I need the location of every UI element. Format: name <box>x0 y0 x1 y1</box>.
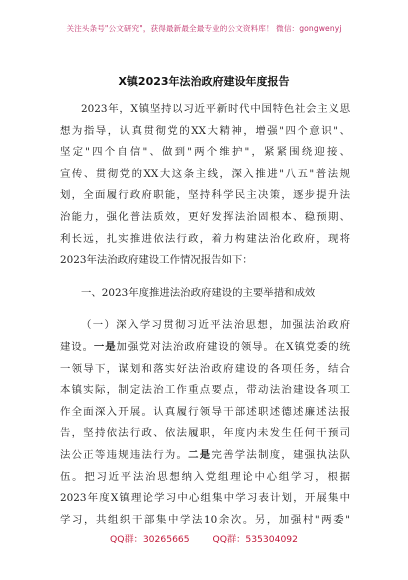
line-text: 加强党对法治政府建设的领导。在X镇党委的统 <box>116 340 350 353</box>
paragraph-line: 本镇实际，制定法治工作重点要点，带动法治建设各项工 <box>60 384 350 397</box>
line-text: 完善学法制度，建强执法队 <box>211 448 350 461</box>
paragraph-line: 宣传、贯彻党的XX大这条主线，深入推进"八五"普法规 <box>60 167 350 180</box>
qq-group-2: QQ群：535304092 <box>212 534 298 545</box>
paragraph-line: 2023年度X镇理论学习中心组集中学习表计划，开展集中 <box>60 492 350 505</box>
paragraph-line: 一领导下，谋划和落实好法治政府建设的各项任务，结合 <box>60 362 350 375</box>
emphasis-text: 二是 <box>188 448 212 461</box>
subsection-heading: （一）深入学习贯彻习近平法治思想，加强法治政府 <box>81 319 350 332</box>
qq-group-1: QQ群：30265665 <box>110 534 190 545</box>
paragraph-line: 伍。把习近平法治思想纳入党组理论中心组学习，根据 <box>60 470 350 483</box>
paragraph-line: 2023年法治政府建设工作情况报告如下： <box>60 254 253 267</box>
paragraph-line: 学习，共组织干部集中学法10余次。另，加强村"两委" <box>60 513 350 526</box>
document-body <box>60 99 350 531</box>
paragraph-line: 利长远，扎实推进依法行政，着力构建法治化政府，现将 <box>60 232 350 245</box>
paragraph-line: 作全面深入开展。认真履行领导干部述职述德述廉述法报 <box>60 405 350 418</box>
paragraph-line: 划，全面履行政府职能，坚持科学民主决策，逐步提升法 <box>60 189 350 202</box>
header-banner: 关注头条号"公文研究"，获得最新最全最专业的公文资料库！ 微信：gongwenyj <box>66 24 342 33</box>
paragraph-line <box>60 337 350 359</box>
footer-contacts <box>0 531 408 545</box>
line-text: 建设。 <box>60 340 94 353</box>
paragraph-line: 坚定"四个自信"、做到"两个维护"，紧紧围绕迎接、 <box>60 146 350 159</box>
paragraph-line: 治能力，强化普法质效，更好发挥法治固根本、稳预期、 <box>60 210 350 223</box>
paragraph-line <box>60 445 350 467</box>
line-text: 法公正等违规违法行为。 <box>60 448 189 461</box>
emphasis-text: 一是 <box>93 340 117 353</box>
paragraph-line: 2023年，X镇坚持以习近平新时代中国特色社会主义思 <box>81 103 350 115</box>
paragraph-line: 想为指导，认真贯彻党的XX大精神，增强"四个意识"、 <box>60 124 350 137</box>
section-heading: 一、2023年度推进法治政府建设的主要举措和成效 <box>81 286 316 299</box>
paragraph-line: 告，坚持依法行政、依法履职，年度内未发生任何干预司 <box>60 427 350 440</box>
document-title: X镇2023年法治政府建设年度报告 <box>118 75 290 88</box>
